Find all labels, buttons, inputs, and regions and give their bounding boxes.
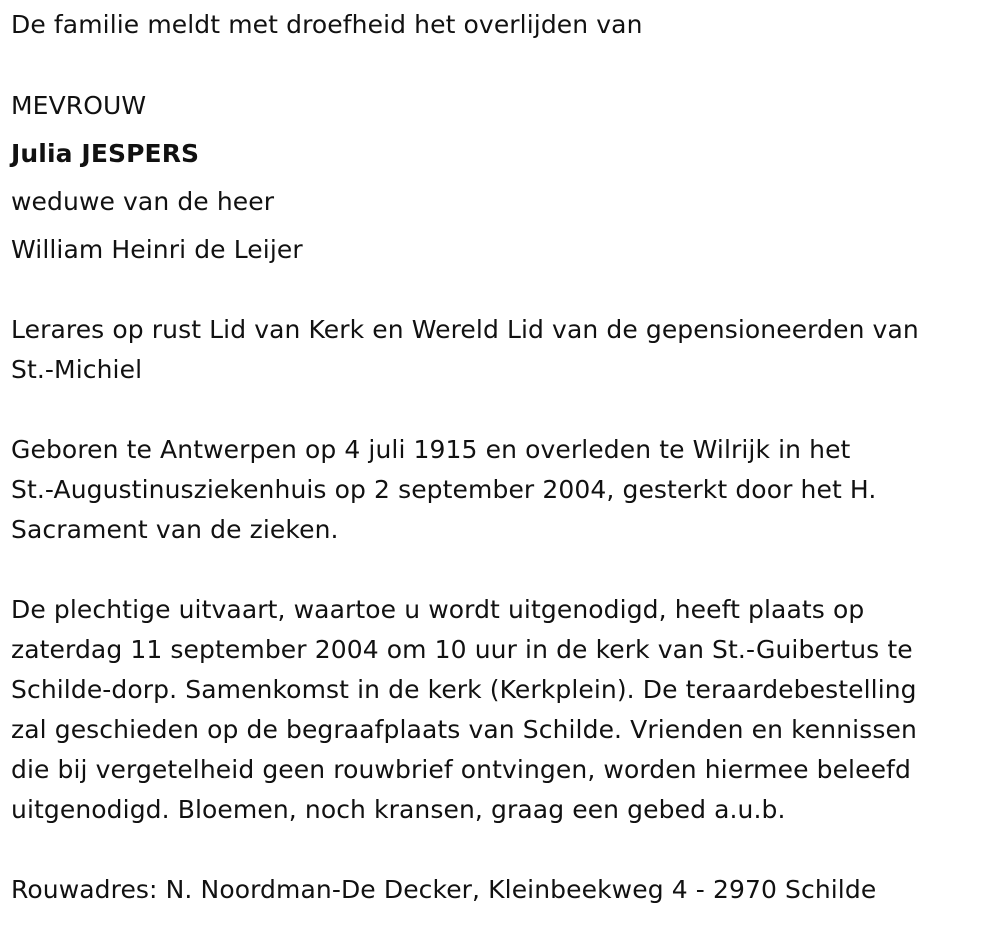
funeral-line: uitgenodigd. Bloemen, noch kransen, graag een gebed a.u.b. <box>11 795 786 824</box>
birth-death-line: Geboren te Antwerpen op 4 juli 1915 en overleden te Wilrijk in het <box>11 435 851 464</box>
funeral-line: Schilde-dorp. Samenkomst in de kerk (Kerkplein). De teraardebestelling <box>11 675 917 704</box>
funeral-line: De plechtige uitvaart, waartoe u wordt uitgenodigd, heeft plaats op <box>11 595 865 624</box>
occupation-line: St.-Michiel <box>11 355 143 384</box>
occupation-line: Lerares op rust Lid van Kerk en Wereld Lid van de gepensioneerden van <box>11 315 919 344</box>
birth-death-line: Sacrament van de zieken. <box>11 515 339 544</box>
funeral-line: zaterdag 11 september 2004 om 10 uur in de kerk van St.-Guibertus te <box>11 635 913 664</box>
intro-text: De familie meldt met droefheid het overlijden van <box>11 10 643 39</box>
birth-death-line: St.-Augustinusziekenhuis op 2 september 2004, gesterkt door het H. <box>11 475 877 504</box>
mourning-address: Rouwadres: N. Noordman-De Decker, Kleinbeekweg 4 - 2970 Schilde <box>11 875 877 904</box>
relation-text: weduwe van de heer <box>11 187 275 216</box>
title-text: MEVROUW <box>11 91 147 120</box>
funeral-line: zal geschieden op de begraafplaats van Schilde. Vrienden en kennissen <box>11 715 917 744</box>
funeral-line: die bij vergetelheid geen rouwbrief ontvingen, worden hiermee beleefd <box>11 755 911 784</box>
spouse-name: William Heinri de Leijer <box>11 235 303 264</box>
deceased-name: Julia JESPERS <box>11 139 200 168</box>
